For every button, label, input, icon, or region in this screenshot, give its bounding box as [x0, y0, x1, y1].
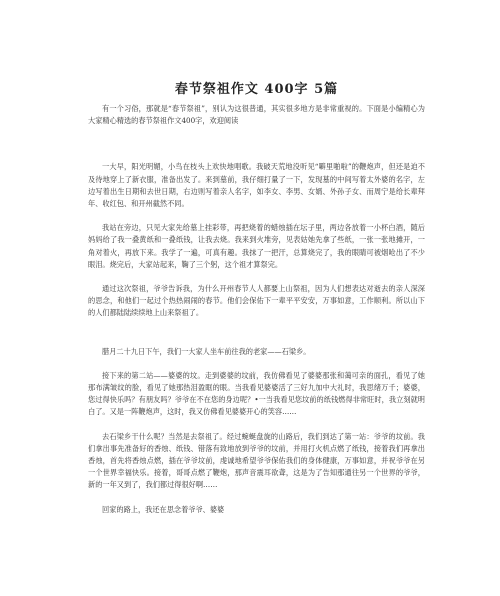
paragraph-5: 接下来的第二站——婆婆的坟。走到婆婆的坟前，我仿佛看见了婆婆那张和蔼可亲的面孔，看见了她那布满皱纹的脸，看见了她那热泪盈眶的眼。当我看见婆婆活了三好九加中大礼时，我思绪万千；婆婆，您过得快乐吗？有朋友吗？爷爷在不在您的身边呢？•一当我看见您坟前的纸钱燃得非常旺时，我立刻就明白了。又是一阵鞭炮声，这时，我又仿佛看见婆婆开心的笑容…… [88, 370, 425, 417]
article-title: 春节祭祖作文 400字 5篇 [174, 82, 339, 97]
paragraph-1: 一大早，阳光明媚，小鸟在枝头上欢快地唱歌。我破天荒地没听见“噼里啪啦”的鞭炮声，但还是迫不及待地穿上了新衣服，准备出发了。来到墓前，我仔细打量了一下，发现墓的中间写着太外婆的名字，左边写着出生日期和去世日期，右边则写着亲人名字，如李女、李男、女婿、外孙子女、而周宁是给长辈拜年、收红包、和开州截然不同。 [88, 162, 425, 209]
article-intro: 有一个习俗，那就是“春节祭祖”，别认为这很普通，其实很多地方是非常重视的。下面是小编精心为大家精心精选的春节祭祖作文400字，欢迎阅读 [88, 104, 425, 126]
paragraph-7: 回家的路上，我还在思念着爷爷、婆婆 [102, 504, 225, 514]
paragraph-6: 去石梁乡干什么呢？当然是去祭祖了。经过蜿蜒盘旋的山路后，我们到达了第一站：爷爷的坟前。我们拿出事先准备好的香烛、纸钱、错落有致地放到爷爷的坟前，并用打火机点燃了纸钱，接着我们再拿出香烛，首先将香烛点燃，插在爷爷坟前，虔诚地希望爷爷保佑我们的身体健康，万事如意，并祝爷爷在另一个世界幸福快乐。接着，哥哥点燃了鞭炮，那声音震耳欲聋，这是为了告知那通往另一个世界的爷爷，新的一年又到了，我们都过得很好啊…… [88, 431, 425, 490]
paragraph-2: 我站在旁边，只见大家先给墓上挂彩带，再把烧着的蜡烛插在坛子里，两边各放着一小杯白酒，随后妈妈给了我一叠黄纸和一叠纸钱，让我去烧。我来到火堆旁，见表姑她先拿了些纸，一张一张地摊开，一角对着火，再放下来。我学了一遍，可真有趣。我抹了一把汗，总算烧完了，我的眼睛可被烟呛出了不少眼泪。烧完后，大家站起来，鞠了三个躬，这个祖才算祭完。 [88, 223, 425, 269]
article-page [0, 78, 500, 596]
paragraph-4: 腊月二十九日下午，我们一大家人坐车前往我的老家——石梁乡。 [102, 346, 311, 356]
paragraph-3: 通过这次祭祖，爷爷告诉我，为什么开州春节人人都要上山祭祖，因为人们想表达对逝去的亲人深深的思念，和他们一起过个热热闹闹的春节。他们会保佑下一辈平平安安，万事如意，工作顺利。所以山下的人们都陆陆续续地上山来祭祖了。 [88, 284, 425, 318]
